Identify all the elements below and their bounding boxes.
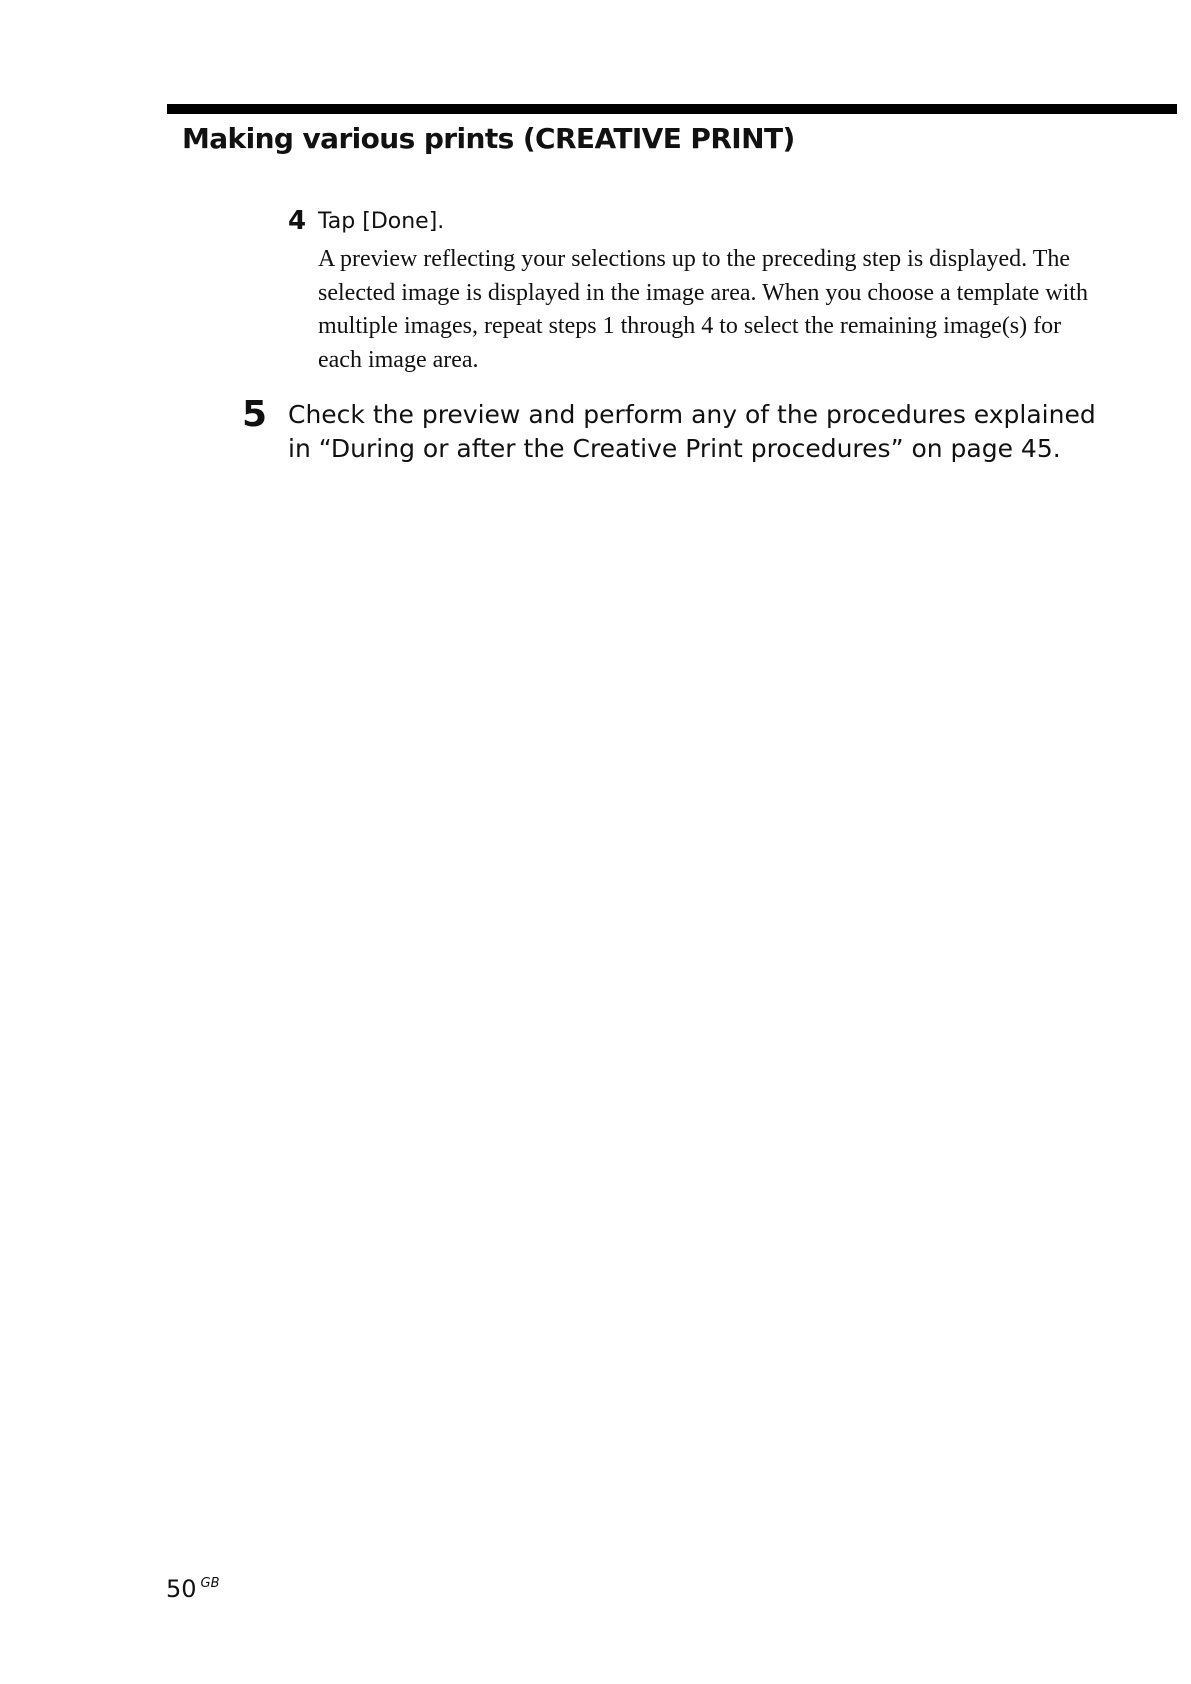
step-heading: Tap [Done]. xyxy=(318,209,445,234)
step-description: A preview reflecting your selections up to the preceding step is displayed. The selected image is displayed in the image area. When you choose a template with multiple images, repeat steps 1 through 4 to select the remaining image(s) for each image area. xyxy=(318,246,1088,373)
page-footer xyxy=(166,1568,220,1605)
page-number: 50 xyxy=(166,1575,197,1603)
header-rule xyxy=(167,104,1177,114)
step-number: 4 xyxy=(288,206,307,236)
language-code: GB xyxy=(200,1576,220,1591)
page-title: Making various prints (CREATIVE PRINT) xyxy=(182,122,795,155)
step-number: 5 xyxy=(242,394,268,435)
step-description: Check the preview and perform any of the procedures explained in “During or after the Creative Print procedures” on page 45. xyxy=(288,400,1096,463)
